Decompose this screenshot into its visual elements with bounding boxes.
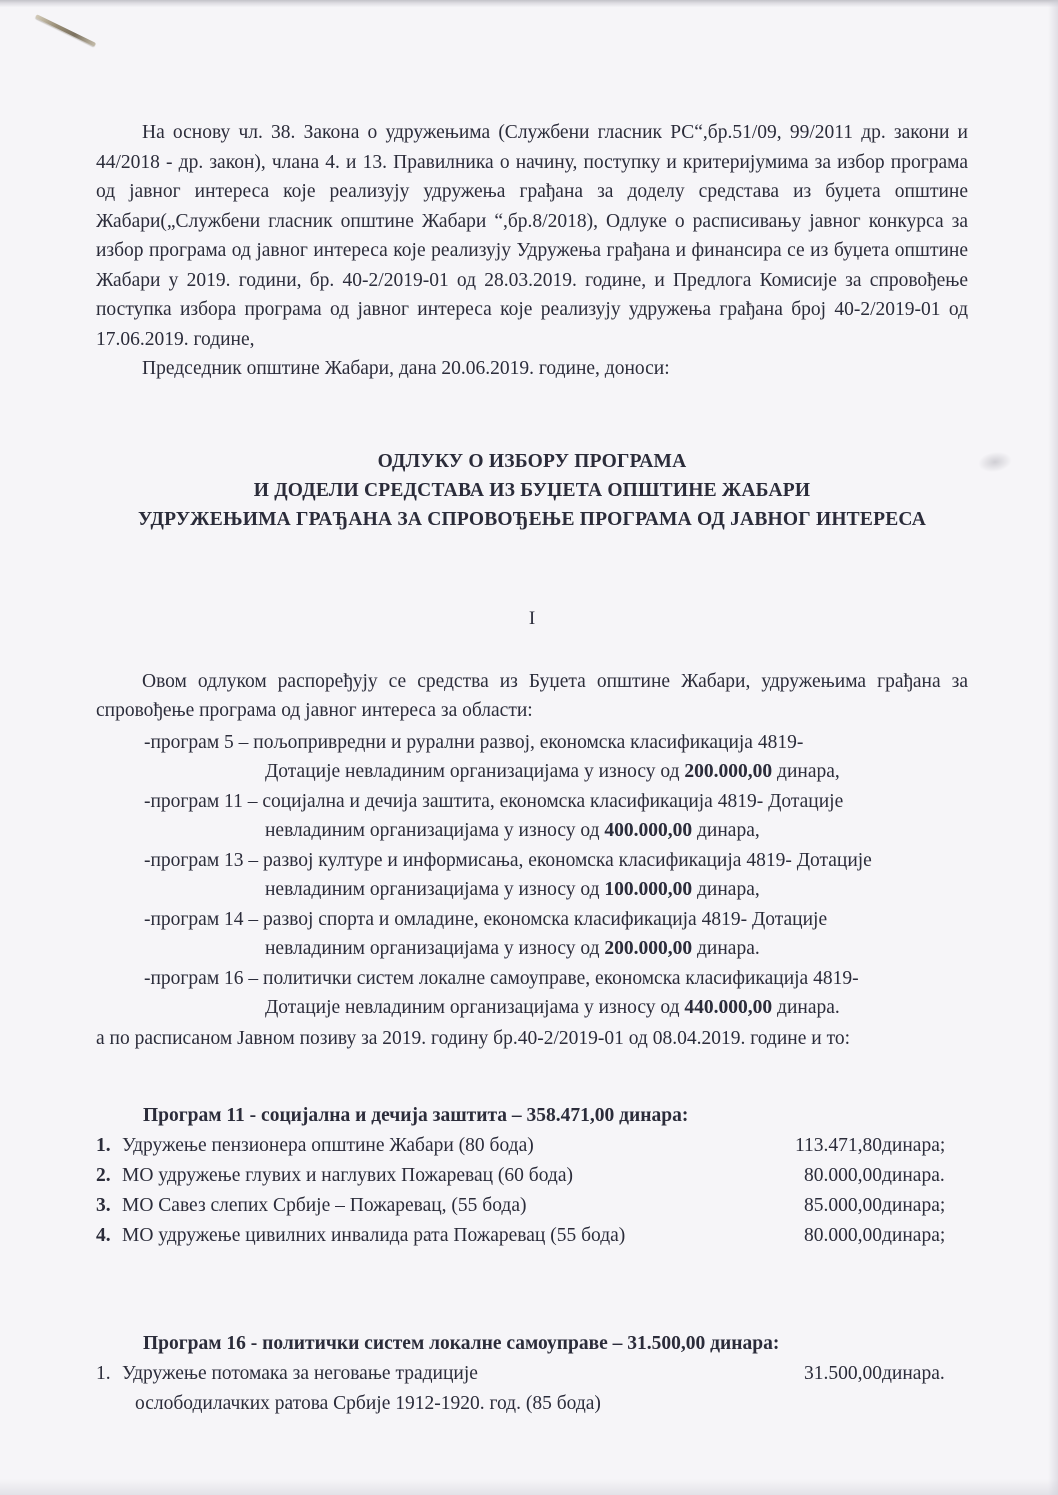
row-amount: 80.000,00 (804, 1225, 882, 1246)
program-16-awards-table (96, 1359, 968, 1419)
program-area-line-2-prefix: невладиним организацијама у износу од (265, 879, 605, 900)
row-number: 2. (96, 1165, 111, 1186)
program-area-line-2 (265, 875, 968, 905)
program-area-line-2 (265, 934, 968, 964)
scan-bottom-edge-shadow (0, 1479, 1058, 1495)
program-area-line-2 (265, 816, 968, 846)
program-area-line-2 (265, 993, 968, 1023)
program-16-block (96, 1329, 968, 1419)
scan-top-edge-artifact (0, 0, 1058, 7)
row-recipient: МО Савез слепих Србије – Пожаревац, (55 бода) (122, 1195, 527, 1216)
staple-mark-artifact (35, 14, 96, 47)
program-area-amount: 200.000,00 (604, 938, 693, 959)
allocation-intro-paragraph: Овом одлуком распоређују се средства из Буџета општине Жабари, удружењима грађана за спровођење програма од јавног интереса за области: (96, 670, 968, 721)
program-area-line-1: -програм 5 – пољопривредни и рурални развој, економска класификација 4819- (144, 731, 804, 753)
table-row (96, 1221, 968, 1251)
program-area-line-2-suffix: динара, (692, 879, 760, 900)
program-area-line-2-suffix: динара, (692, 820, 760, 841)
program-area-line-1: -програм 14 – развој спорта и омладине, економска класификација 4819- Дотације (144, 908, 828, 930)
row-recipient-line-1: Удружење потомака за неговање традиције (122, 1363, 478, 1384)
row-recipient: МО удружење цивилних инвалида рата Пожаревац (55 бода) (122, 1225, 626, 1246)
program-area-item (144, 787, 968, 846)
program-area-line-2-suffix: динара. (692, 938, 760, 959)
title-line-3: УДРУЖЕЊИМА ГРАЂАНА ЗА СПРОВОЂЕЊЕ ПРОГРАМА ОД ЈАВНОГ ИНТЕРЕСА (137, 508, 927, 530)
program-area-item (144, 846, 968, 905)
title-line-2: И ДОДЕЛИ СРЕДСТАВА ИЗ БУЏЕТА ОПШТИНЕ ЖАБАРИ (253, 479, 811, 501)
program-area-amount: 200.000,00 (684, 761, 773, 782)
program-11-heading: Програм 11 - социјална и дечија заштита – 358.471,00 динара: (143, 1105, 689, 1126)
row-number: 4. (96, 1225, 111, 1246)
row-number: 1. (96, 1135, 111, 1156)
row-recipient: МО удружење глувих и наглувих Пожаревац (60 бода) (122, 1165, 573, 1186)
program-16-heading: Програм 16 - политички систем локалне самоуправе – 31.500,00 динара: (143, 1333, 780, 1354)
program-area-line-2-prefix: Дотације невладиним организацијама у износу од (265, 761, 685, 782)
program-area-item (144, 728, 968, 787)
row-amount: 31.500,00 (804, 1363, 882, 1384)
program-area-line-1: -програм 16 – политички систем локалне самоуправе, економска класификација 4819- (144, 967, 859, 989)
program-area-amount: 440.000,00 (684, 997, 773, 1018)
program-area-amount: 100.000,00 (604, 879, 693, 900)
title-line-1: ОДЛУКУ О ИЗБОРУ ПРОГРАМА (377, 450, 687, 472)
program-area-item (144, 964, 968, 1023)
program-area-line-2-prefix: Дотације невладиним организацијама у износу од (265, 997, 685, 1018)
program-area-list (96, 728, 968, 1023)
legal-basis-paragraph: На основу чл. 38. Закона о удружењима (Службени гласник РС“,бр.51/09, 99/2011 др. закони и 44/2018 - др. закон), члана 4. и 13. Правилника о начину, поступку и критеријумима за избор програма од јавног интереса које реализују удружења грађана за доделу средстава из буџета општине Жабари(„Службени гласник општине Жабари “,бр.8/2018), Одлуке о расписивању јавног конкурса за избор програма од јавног интереса које реализују Удружења грађана и финансира се из буџета општине Жабари у 2019. години, бр. 40-2/2019-01 од 28.03.2019. године, и Предлога Комисије за спровођење поступка избора програма од јавног интереса које реализују удружења грађана број 40-2/2019-01 од 17.06.2019. године, (96, 122, 968, 350)
document-title (96, 447, 968, 534)
row-currency: динара; (882, 1195, 946, 1216)
table-row (96, 1131, 968, 1161)
table-row (96, 1191, 968, 1221)
program-11-awards-table (96, 1131, 968, 1251)
program-area-line-2-suffix: динара. (772, 997, 840, 1018)
public-call-reference: а по расписаном Јавном позиву за 2019. годину бр.40-2/2019-01 од 08.04.2019. године и то: (96, 1027, 850, 1049)
program-area-line-1: -програм 11 – социјална и дечија заштита, економска класификација 4819- Дотације (144, 790, 844, 812)
enactment-paragraph: Председник општине Жабари, дана 20.06.2019. године, доноси: (142, 358, 670, 379)
row-amount: 85.000,00 (804, 1195, 882, 1216)
row-number: 1. (96, 1363, 111, 1384)
program-area-line-2 (265, 757, 968, 787)
document-body (96, 118, 968, 1419)
program-11-block (96, 1101, 968, 1251)
row-amount: 113.471,80 (794, 1135, 882, 1156)
row-currency: динара; (882, 1225, 946, 1246)
row-amount: 80.000,00 (804, 1165, 882, 1186)
row-currency: динара. (882, 1165, 945, 1186)
scan-smudge-artifact (977, 449, 1014, 474)
section-numeral-one: I (528, 607, 536, 629)
row-recipient (122, 1359, 742, 1419)
scan-right-edge-shadow (1048, 0, 1058, 1495)
table-row (96, 1359, 968, 1419)
row-recipient-line-2: ослободилачких ратова Србије 1912-1920. год. (85 бода) (135, 1393, 601, 1414)
row-currency: динара; (882, 1135, 946, 1156)
row-currency: динара. (882, 1363, 945, 1384)
program-area-item (144, 905, 968, 964)
program-area-line-2-prefix: невладиним организацијама у износу од (265, 938, 605, 959)
table-row (96, 1161, 968, 1191)
program-area-line-1: -програм 13 – развој културе и информисања, економска класификација 4819- Дотације (144, 849, 872, 871)
program-area-line-2-suffix: динара, (772, 761, 840, 782)
row-recipient: Удружење пензионера општине Жабари (80 бода) (122, 1135, 534, 1156)
program-area-amount: 400.000,00 (604, 820, 693, 841)
program-area-line-2-prefix: невладиним организацијама у износу од (265, 820, 605, 841)
row-number: 3. (96, 1195, 111, 1216)
